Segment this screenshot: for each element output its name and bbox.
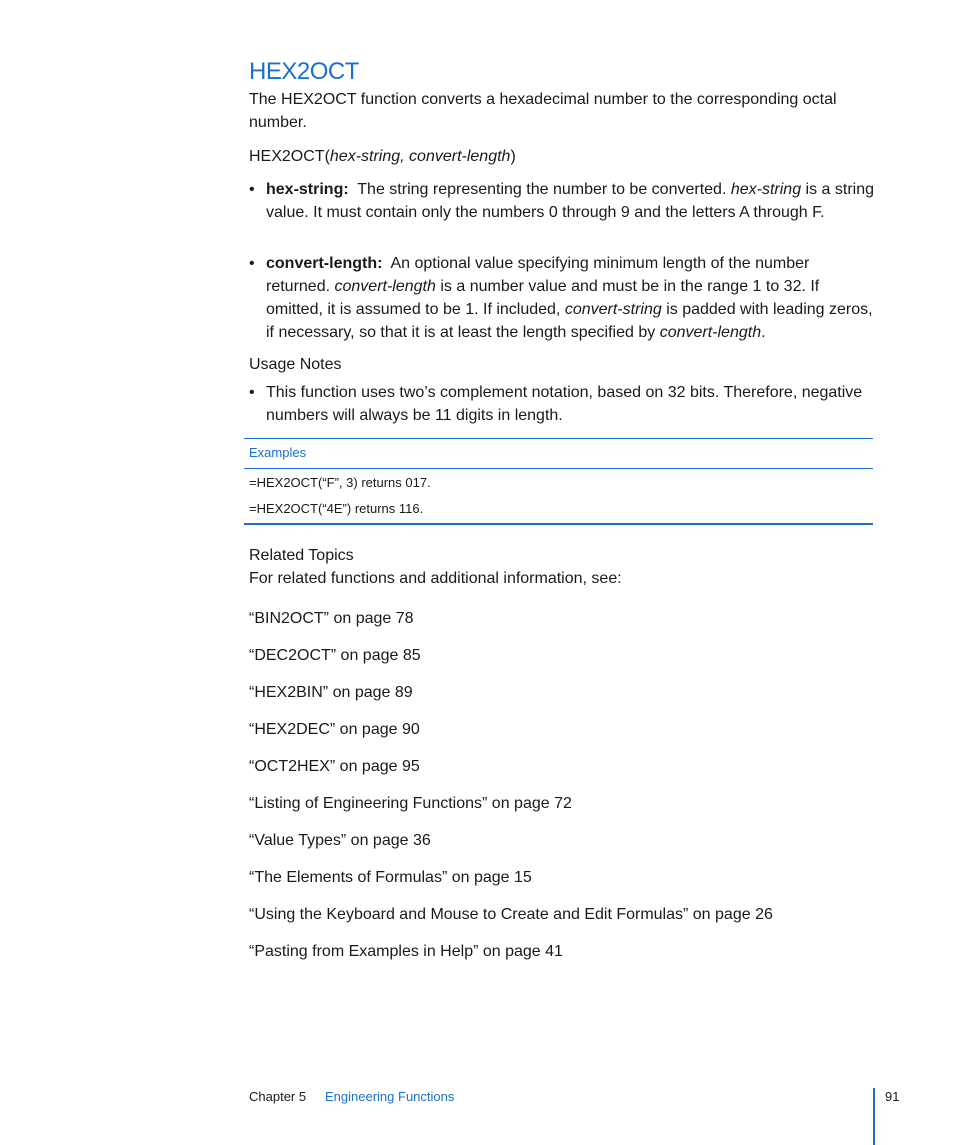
related-link-keyboard-and-mouse[interactable]: “Using the Keyboard and Mouse to Create and Edit Formulas” on page 26	[249, 906, 773, 923]
syntax-function-name: HEX2OCT	[249, 148, 325, 165]
footer-divider	[873, 1088, 875, 1145]
syntax-arguments: hex-string, convert-length	[329, 148, 511, 165]
example-row: =HEX2OCT(“4E”) returns 116.	[249, 501, 424, 516]
page-number: 91	[885, 1089, 900, 1104]
page-title: HEX2OCT	[249, 58, 359, 85]
bullet-icon: •	[249, 384, 255, 401]
bullet-icon: •	[249, 255, 255, 272]
related-link-dec2oct[interactable]: “DEC2OCT” on page 85	[249, 647, 421, 664]
argument-label: convert-length:	[266, 255, 383, 272]
argument-italic: convert-length	[659, 324, 762, 341]
bullet-icon: •	[249, 181, 255, 198]
usage-notes-heading: Usage Notes	[249, 356, 342, 373]
example-row: =HEX2OCT(“F”, 3) returns 017.	[249, 475, 431, 490]
syntax-close-paren: )	[510, 148, 516, 165]
related-link-engineering-functions[interactable]: “Listing of Engineering Functions” on page 72	[249, 795, 572, 812]
footer-chapter: Chapter 5	[249, 1089, 307, 1104]
usage-notes-list	[249, 381, 874, 432]
argument-text: The string representing the number to be converted.	[357, 181, 727, 198]
argument-convert-length	[249, 252, 874, 349]
examples-table	[244, 438, 873, 525]
argument-italic: convert-length	[334, 278, 436, 295]
intro-paragraph: The HEX2OCT function converts a hexadecimal number to the corresponding octal number.	[249, 91, 837, 131]
examples-bottom-rule	[244, 523, 873, 525]
footer-section-link[interactable]: Engineering Functions	[325, 1089, 455, 1104]
related-link-oct2hex[interactable]: “OCT2HEX” on page 95	[249, 758, 420, 775]
related-link-hex2bin[interactable]: “HEX2BIN” on page 89	[249, 684, 413, 701]
argument-text: An optional value specifying minimum length of the number returned.	[266, 255, 810, 295]
usage-note-item: This function uses two’s complement notation, based on 32 bits. Therefore, negative numbers will always be 11 digits in length.	[266, 384, 863, 424]
related-link-elements-of-formulas[interactable]: “The Elements of Formulas” on page 15	[249, 869, 532, 886]
argument-text: is a string value. It must contain only the numbers 0 through 9 and the letters A through F.	[266, 181, 875, 221]
argument-text: is padded with leading zeros, if necessary, so that it is at least the length specified by	[266, 301, 873, 341]
examples-heading: Examples	[244, 439, 873, 469]
argument-label: hex-string:	[266, 181, 349, 198]
related-link-hex2dec[interactable]: “HEX2DEC” on page 90	[249, 721, 420, 738]
function-syntax	[249, 148, 516, 166]
argument-hex-string	[249, 178, 874, 229]
related-topics-heading: Related Topics	[249, 547, 354, 564]
argument-text: is a number value and must be in the range 1 to 32. If omitted, it is assumed to be 1. If included,	[266, 278, 820, 318]
syntax-open-paren: (	[324, 148, 330, 165]
argument-italic: hex-string	[730, 181, 802, 198]
argument-text: .	[761, 324, 766, 341]
related-link-pasting-from-examples[interactable]: “Pasting from Examples in Help” on page 41	[249, 943, 563, 960]
related-link-bin2oct[interactable]: “BIN2OCT” on page 78	[249, 610, 414, 627]
related-topics-intro: For related functions and additional information, see:	[249, 570, 622, 587]
argument-italic: convert-string	[564, 301, 662, 318]
related-topics-list	[249, 607, 773, 977]
related-link-value-types[interactable]: “Value Types” on page 36	[249, 832, 431, 849]
